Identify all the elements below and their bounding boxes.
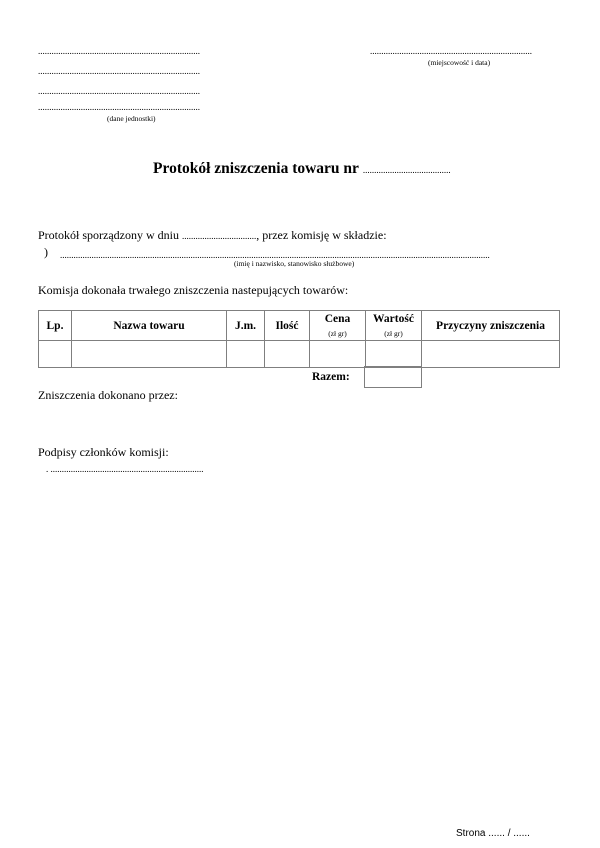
goods-intro: Komisja dokonała trwałego zniszczenia nastepujących towarów: — [38, 283, 349, 297]
cell-unit[interactable] — [227, 341, 265, 368]
header-name: Nazwa towaru — [72, 311, 227, 341]
goods-table — [38, 310, 560, 368]
unit-data-caption: (dane jednostki) — [107, 114, 156, 123]
page-number: Strona ...... / ...... — [456, 828, 530, 839]
total-label: Razem: — [312, 371, 350, 383]
header-unit: J.m. — [227, 311, 265, 341]
table-row — [39, 341, 560, 368]
cell-qty[interactable] — [265, 341, 310, 368]
header-reasons: Przyczyny zniszczenia — [422, 311, 560, 341]
unit-data-line-4[interactable]: ........................................................................ — [38, 102, 200, 112]
signatures-label: Podpisy członków komisji: — [38, 445, 169, 459]
protocol-suffix: , przez komisję w składzie: — [256, 228, 387, 242]
destroyed-by-label: Zniszczenia dokonano przez: — [38, 388, 178, 402]
cell-price[interactable] — [310, 341, 366, 368]
title-text: Protokół zniszczenia towaru nr — [153, 160, 359, 177]
protocol-prefix: Protokół sporządzony w dniu — [38, 228, 179, 242]
unit-data-line-2[interactable]: ........................................................................ — [38, 66, 200, 76]
cell-value[interactable] — [366, 341, 422, 368]
header-lp: Lp. — [39, 311, 72, 341]
cell-reasons[interactable] — [422, 341, 560, 368]
header-value-unit: (zł gr) — [384, 329, 403, 338]
header-price-label: Cena — [324, 313, 351, 325]
header-price-unit: (zł gr) — [328, 329, 347, 338]
signature-line[interactable]: . .................................................................... — [46, 464, 204, 474]
document-title — [153, 160, 451, 178]
committee-member-marker: ) — [44, 245, 48, 259]
cell-name[interactable] — [72, 341, 227, 368]
cell-lp[interactable] — [39, 341, 72, 368]
header-qty-label: Ilość — [275, 319, 299, 332]
header-price — [310, 311, 366, 341]
unit-data-line-1[interactable]: ........................................................................ — [38, 46, 200, 56]
header-value — [366, 311, 422, 341]
total-value-cell[interactable] — [364, 366, 422, 388]
protocol-date-field[interactable]: ................................. — [181, 231, 257, 241]
place-date-line[interactable]: ........................................................................ — [370, 46, 532, 56]
protocol-line — [38, 228, 387, 243]
header-value-label: Wartość — [373, 313, 414, 325]
protocol-number-field[interactable]: ....................................... — [362, 165, 451, 175]
table-header-row — [39, 311, 560, 341]
committee-member-caption: (imię i nazwisko, stanowisko służbowe) — [234, 259, 355, 268]
header-qty — [265, 311, 310, 341]
committee-member-field[interactable]: ............................................................................................................................................................................................... — [60, 250, 490, 260]
unit-data-line-3[interactable]: ........................................................................ — [38, 86, 200, 96]
place-date-caption: (miejscowość i data) — [428, 58, 491, 67]
